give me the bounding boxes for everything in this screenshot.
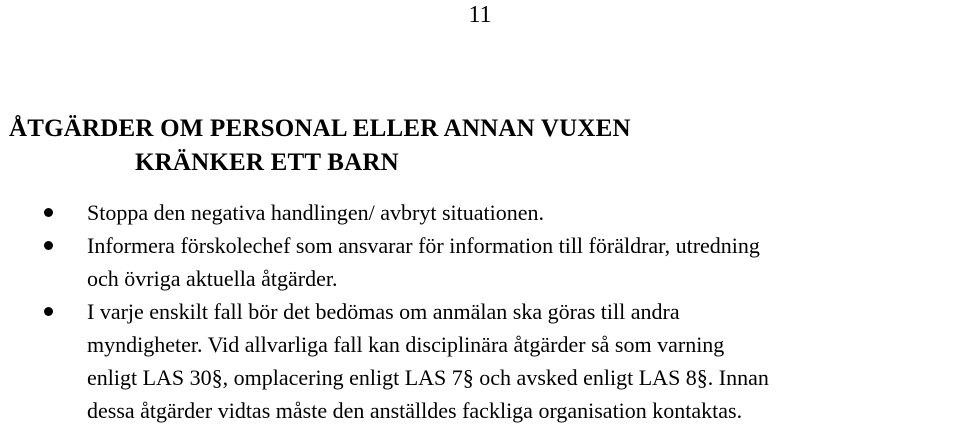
page-number: 11 <box>468 2 492 28</box>
list-item-text: I varje enskilt fall bör det bedömas om anmälan ska göras till andra <box>87 299 680 324</box>
list-item <box>0 295 960 427</box>
bullet-icon <box>44 241 53 250</box>
list-item-text: Stoppa den negativa handlingen/ avbryt situationen. <box>87 200 545 225</box>
section-heading <box>9 112 631 180</box>
list-item-text: och övriga aktuella åtgärder. <box>87 266 338 291</box>
list-item-text: dessa åtgärder vidtas måste den anställdes fackliga organisation kontaktas. <box>87 398 743 423</box>
list-item <box>0 229 960 295</box>
list-item-text: Informera förskolechef som ansvarar för information till föräldrar, utredning <box>87 233 760 258</box>
list-item <box>0 196 960 229</box>
action-list <box>0 196 960 427</box>
list-item-text: myndigheter. Vid allvarliga fall kan disciplinära åtgärder så som varning <box>87 332 725 357</box>
bullet-icon <box>44 208 53 217</box>
heading-line-2: KRÄNKER ETT BARN <box>135 149 399 176</box>
list-item-text: enligt LAS 30§, omplacering enligt LAS 7§ och avsked enligt LAS 8§. Innan <box>87 365 769 390</box>
bullet-icon <box>44 307 53 316</box>
heading-line-1: ÅTGÄRDER OM PERSONAL ELLER ANNAN VUXEN <box>9 115 631 142</box>
